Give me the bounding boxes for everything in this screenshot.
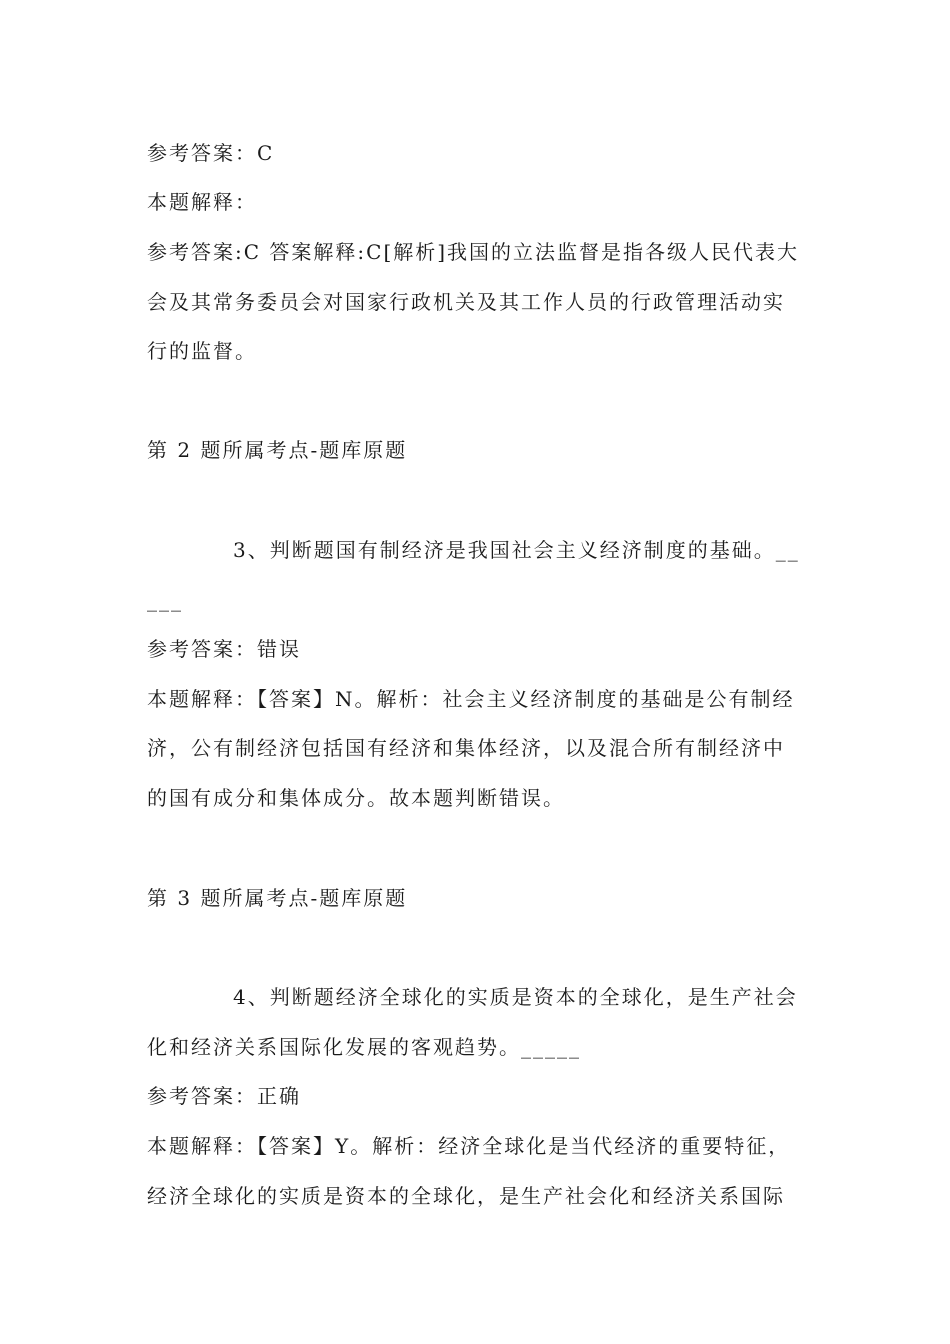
q3-question-line: 3、判断题国有制经济是我国社会主义经济制度的基础。__	[233, 538, 800, 562]
q2-explanation-line: 参考答案:C 答案解释:C[解析]我国的立法监督是指各级人民代表大	[147, 240, 800, 264]
q3-explanation-line: 济，公有制经济包括国有经济和集体经济，以及混合所有制经济中	[147, 736, 785, 760]
q3-topic: 第 3 题所属考点-题库原题	[147, 886, 408, 910]
q2-explanation-line: 会及其常务委员会对国家行政机关及其工作人员的行政管理活动实	[147, 290, 785, 314]
q4-question-line: 化和经济关系国际化发展的客观趋势。_____	[147, 1035, 581, 1059]
q3-answer: 参考答案：错误	[147, 637, 301, 661]
q2-answer: 参考答案：C	[147, 141, 275, 165]
q2-explanation-line: 行的监督。	[147, 339, 257, 363]
q3-explanation-line: 的国有成分和集体成分。故本题判断错误。	[147, 786, 565, 810]
q2-explanation-label: 本题解释：	[147, 190, 257, 214]
q2-topic: 第 2 题所属考点-题库原题	[147, 438, 408, 462]
q4-explanation-line: 经济全球化的实质是资本的全球化，是生产社会化和经济关系国际	[147, 1184, 785, 1208]
q4-explanation-line: 本题解释：【答案】Y。解析：经济全球化是当代经济的重要特征，	[147, 1134, 791, 1158]
q4-question-line: 4、判断题经济全球化的实质是资本的全球化，是生产社会	[233, 985, 798, 1009]
q4-answer: 参考答案：正确	[147, 1084, 301, 1108]
q3-question-line: ___	[147, 588, 183, 612]
q3-explanation-line: 本题解释：【答案】N。解析：社会主义经济制度的基础是公有制经	[147, 687, 795, 711]
